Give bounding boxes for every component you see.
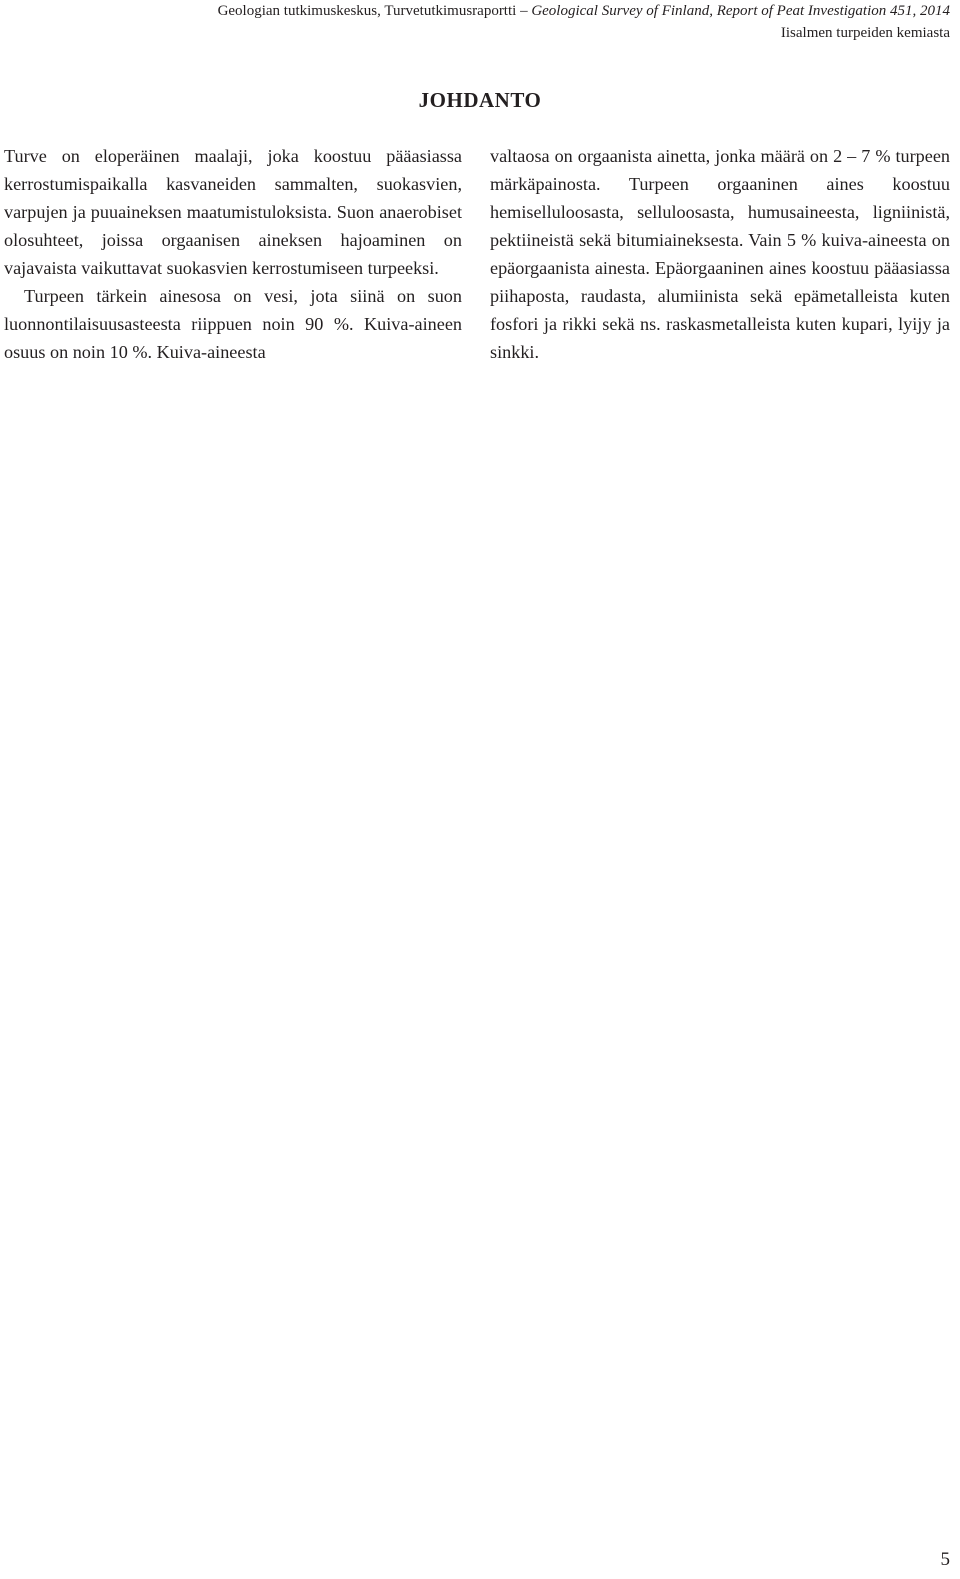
header-separator: – [516, 3, 532, 19]
body-paragraph: Turve on eloperäinen maalaji, joka koostuu pääasiassa kerrostumispaikalla kasvaneiden sammalten, suokasvien, varpujen ja puuaineksen maatumistuloksista. Suon anaerobiset olosuhteet, joissa orgaanisen aineksen hajoaminen on vajavaista vaikuttavat suokasvien kerrostumiseen turpeeksi. [4, 146, 462, 278]
running-title: Iisalmen turpeiden kemiasta [780, 25, 950, 41]
body-paragraph: valtaosa on orgaanista ainetta, jonka määrä on 2 – 7 % turpeen märkäpainosta. Turpeen orgaaninen aines koostuu hemiselluloosasta, selluloosasta, humusaineesta, ligniinistä, pektiineistä sekä bitumiaineksesta. Vain 5 % kuiva-aineesta on epäorgaanista ainesta. Epäorgaaninen aines koostuu pääasiassa piihaposta, raudasta, alumiinista sekä epämetalleista kuten fosfori ja rikki sekä ns. raskasmetalleista kuten kupari, lyijy ja sinkki. [490, 146, 950, 362]
publisher-name: Geologian tutkimuskeskus, Turvetutkimusraportti [217, 3, 517, 19]
body-column-right [490, 142, 950, 366]
running-head-series [10, 0, 950, 22]
page-number: 5 [940, 1549, 950, 1570]
section-title: JOHDANTO [418, 88, 542, 112]
running-head [10, 0, 950, 44]
body-column-left [4, 142, 462, 366]
publisher-name-english: Geological Survey of Finland, Report of Peat Investigation 451, 2014 [531, 3, 950, 19]
body-paragraph: Turpeen tärkein ainesosa on vesi, jota siinä on suon luonnontilaisuusasteesta riippuen noin 90 %. Kuiva-aineen osuus on noin 10 %. Kuiva-aineesta [4, 286, 462, 362]
